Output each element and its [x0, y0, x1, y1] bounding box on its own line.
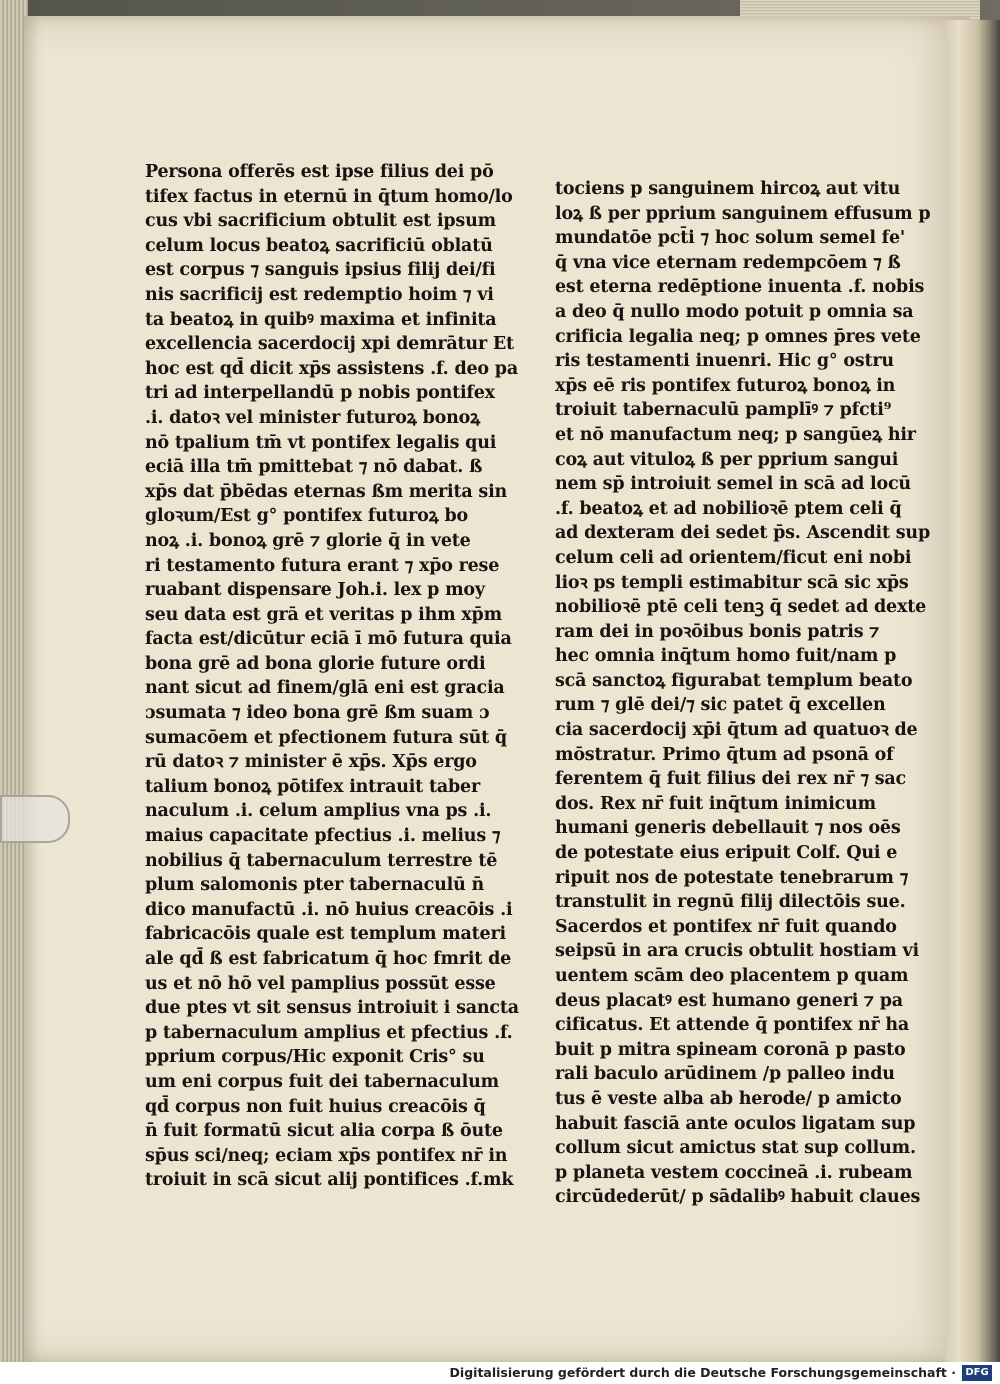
text-line: Sacerdos et pontifex nr̄ fuit quando	[555, 916, 897, 937]
text-line: lioꝛ ps templi estimabitur scā sic xp̄s	[555, 572, 909, 593]
text-line: p tabernaculum amplius et pfectius .f.	[145, 1022, 513, 1043]
text-line: loꝝ ß per pprium sanguinem effusum p	[555, 203, 931, 224]
text-line: .i. datoꝛ vel minister futuroꝝ bonoꝝ	[145, 407, 480, 428]
text-line: nis sacrificij est redemptio hoim ⁊ vi	[145, 284, 494, 305]
text-line: coꝝ aut vituloꝝ ß per pprium sangui	[555, 449, 899, 470]
text-line: de potestate eius eripuit Colf. Qui e	[555, 843, 898, 864]
text-line: fabricacōis quale est templum materi	[145, 924, 506, 945]
text-line: rū datoꝛ ⁊ minister ē xp̄s. Xp̄s ergo	[145, 752, 477, 773]
text-line: tus ē veste alba ab herode/ p amicto	[555, 1088, 902, 1109]
text-line: seu data est grā et veritas p ihm xp̄m	[145, 604, 502, 625]
text-line: seipsū in ara crucis obtulit hostiam vi	[555, 941, 919, 962]
text-line: collum sicut amictus stat sup collum.	[555, 1138, 916, 1159]
text-line: n̄ fuit formatū sicut alia corpa ß ōute	[145, 1121, 503, 1142]
text-line: scā sanctoꝝ figurabat templum beato	[555, 670, 913, 691]
text-line: cia sacerdocij xp̄i q̄tum ad quatuoꝛ de	[555, 720, 918, 741]
text-line: us et nō hō vel pamplius possūt esse	[145, 973, 496, 994]
text-line: celum locus beatoꝝ sacrificiū oblatū	[145, 235, 493, 256]
text-line: est corpus ⁊ sanguis ipsius filij dei/fi	[145, 260, 496, 281]
text-line: a deo q̄ nullo modo potuit p omnia sa	[555, 301, 914, 322]
text-line: dos. Rex nr̄ fuit inq̄tum inimicum	[555, 793, 876, 814]
right-text-column	[555, 177, 931, 1210]
text-line: bona grē ad bona glorie future ordi	[145, 653, 486, 674]
text-line: uentem scām deo placentem p quam	[555, 966, 909, 986]
text-line: noꝝ .i. bonoꝝ grē ⁊ glorie q̄ in vete	[145, 530, 471, 551]
text-line: crificia legalia neq; p omnes p̄res vete	[555, 326, 921, 347]
text-line: hec omnia inq̄tum homo fuit/nam p	[555, 646, 897, 667]
text-line: circūdederūt/ p sādalibꝰ habuit claues	[555, 1187, 921, 1208]
text-line: mundatōe pct̄i ⁊ hoc solum semel fe'	[555, 228, 906, 249]
text-line: ɔsumata ⁊ ideo bona grē ßm suam ɔ	[145, 703, 490, 724]
footer-bar	[0, 1362, 1000, 1384]
text-line: eciā illa tm̄ pmittebat ⁊ nō dabat. ß	[145, 457, 483, 478]
text-line: nō tpalium tm̄ vt pontifex legalis qui	[145, 432, 497, 453]
text-line: naculum .i. celum amplius vna ps .i.	[145, 801, 492, 822]
text-line: cificatus. Et attende q̄ pontifex nr̄ ha	[555, 1015, 910, 1036]
text-line: mōstratur. Primo q̄tum ad psonā of	[555, 744, 894, 765]
text-line: tifex factus in eternū in q̄tum homo/lo	[145, 186, 513, 207]
text-line: troiuit tabernaculū pamplīꝰ ⁊ pfcti⁹	[555, 400, 892, 421]
text-line: p planeta vestem coccineā .i. rubeam	[555, 1162, 913, 1183]
text-line: sp̄us sci/neq; eciam xp̄s pontifex nr̄ in	[145, 1145, 508, 1166]
text-line: gloꝛum/Est g° pontifex futuroꝝ bo	[145, 506, 468, 527]
text-line: pprium corpus/Hic exponit Cris° su	[145, 1047, 485, 1068]
text-line: est eterna redēptione inuenta .f. nobis	[555, 277, 925, 298]
text-line: due ptes vt sit sensus introiuit i sancta	[145, 998, 519, 1019]
text-line: q̄ vna vice eternam redempcōem ⁊ ß	[555, 252, 901, 273]
text-line: xp̄s dat p̄bēdas eternas ßm merita sin	[145, 481, 508, 502]
text-line: ram dei in poꝛōibus bonis patris ⁊	[555, 621, 880, 642]
text-line: um eni corpus fuit dei tabernaculum	[145, 1071, 499, 1092]
text-line: cus vbi sacrificium obtulit est ipsum	[145, 211, 496, 232]
funding-notice: Digitalisierung gefördert durch die Deutsche Forschungsgemeinschaft ·	[449, 1365, 956, 1380]
text-line: nobilioꝛē ptē celi tenꝫ q̄ sedet ad dexte	[555, 597, 927, 618]
text-line: ferentem q̄ fuit filius dei rex nr̄ ⁊ sac	[555, 769, 906, 790]
text-line: ri testamento futura erant ⁊ xp̄o rese	[145, 555, 500, 576]
text-line: troiuit in scā sicut alij pontifices .f.mk	[145, 1170, 514, 1191]
text-line: celum celi ad orientem/ficut eni nobi	[555, 547, 912, 568]
text-line: qd̄ corpus non fuit huius creacōis q̄	[145, 1096, 486, 1117]
text-line: dico manufactū .i. nō huius creacōis .i	[145, 899, 513, 920]
text-line: transtulit in regnū filij dilectōis sue.	[555, 892, 906, 913]
text-line: excellencia sacerdocij xpi demrātur Et	[145, 334, 514, 355]
text-line: sumacōem et pfectionem futura sūt q̄	[145, 727, 507, 748]
text-line: habuit fasciā ante oculos ligatam sup	[555, 1113, 916, 1134]
text-line: et nō manufactum neq; p sangūeꝝ hir	[555, 424, 916, 445]
text-line: maius capacitate pfectius .i. melius ⁊	[145, 826, 501, 847]
text-line: nant sicut ad finem/glā eni est gracia	[145, 678, 505, 699]
dfg-logo: DFG	[962, 1365, 992, 1381]
left-text-column	[145, 160, 519, 1193]
text-line: tociens p sanguinem hircoꝝ aut vitu	[555, 179, 901, 199]
text-line: .f. beatoꝝ et ad nobilioꝛē ptem celi q̄	[555, 498, 902, 519]
text-line: talium bonoꝝ pōtifex intrauit taber	[145, 776, 480, 797]
page-gutter	[945, 20, 1000, 1362]
text-line: tri ad interpellandū p nobis pontifex	[145, 383, 495, 404]
text-line: plum salomonis pter tabernaculū n̄	[145, 875, 485, 896]
text-line: Persona offerēs est ipse filius dei pō	[145, 162, 494, 182]
text-line: ale qd̄ ß est fabricatum q̄ hoc fmrit de	[145, 949, 512, 969]
text-line: nobilius q̄ tabernaculum terrestre tē	[145, 850, 498, 871]
text-line: ris testamenti inuenri. Hic g° ostru	[555, 351, 894, 372]
text-line: rum ⁊ glē dei/⁊ sic patet q̄ excellen	[555, 695, 886, 716]
text-line: hoc est qd̄ dicit xp̄s assistens .f. deo pa	[145, 358, 518, 379]
text-line: rali baculo arūdinem /p palleo indu	[555, 1064, 895, 1085]
text-line: xp̄s eē ris pontifex futuroꝝ bonoꝝ in	[555, 375, 896, 396]
text-line: ad dexteram dei sedet p̄s. Ascendit sup	[555, 523, 930, 544]
text-line: ripuit nos de potestate tenebrarum ⁊	[555, 867, 909, 888]
text-line: facta est/dicūtur eciā ī mō futura quia	[145, 629, 512, 650]
text-line: humani generis debellauit ⁊ nos oēs	[555, 818, 901, 839]
text-line: ruabant dispensare Joh.i. lex p moy	[145, 580, 485, 601]
page-clip	[0, 795, 70, 843]
text-line: buit p mitra spineam coronā p pasto	[555, 1039, 906, 1060]
text-line: ta beatoꝝ in quibꝰ maxima et infinita	[145, 309, 497, 330]
text-line: deus placatꝰ est humano generi ⁊ pa	[555, 990, 903, 1011]
text-line: nem sp̄ introiuit semel in scā ad locū	[555, 474, 911, 495]
